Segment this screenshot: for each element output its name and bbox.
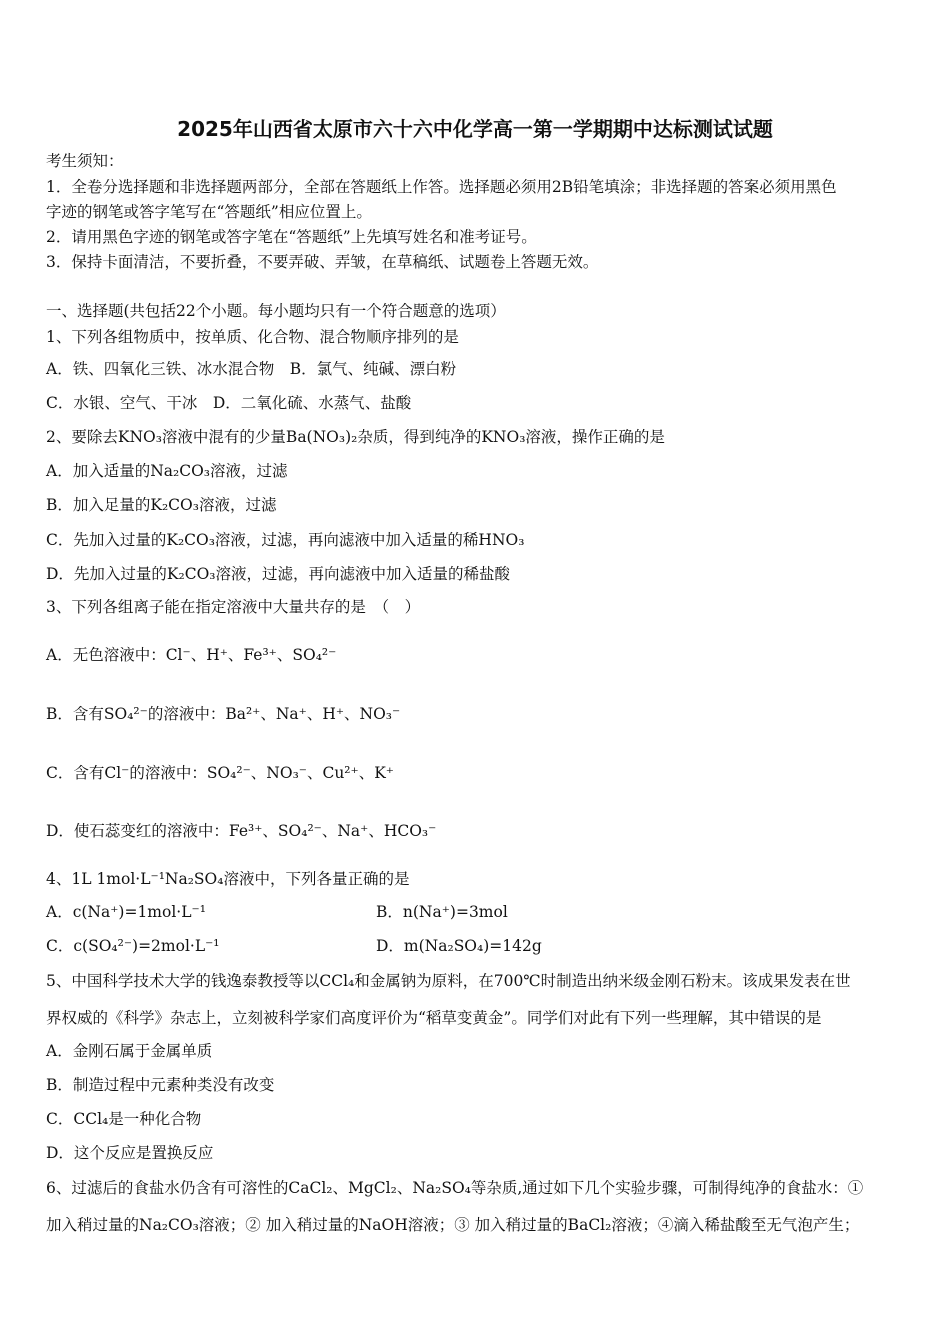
option: A．c(Na⁺)=1mol·L⁻¹ (46, 903, 206, 921)
question-stem: 1、下列各组物质中，按单质、化合物、混合物顺序排列的是 (46, 328, 459, 346)
question-stem: 4、1L 1mol·L⁻¹Na₂SO₄溶液中，下列各量正确的是 (46, 870, 410, 888)
option: A．无色溶液中：Cl⁻、H⁺、Fe³⁺、SO₄²⁻ (46, 646, 337, 664)
option: D．m(Na₂SO₄)=142g (376, 937, 542, 955)
option: C．水银、空气、干冰 D．二氧化硫、水蒸气、盐酸 (46, 394, 412, 412)
option: B．n(Na⁺)=3mol (376, 903, 508, 921)
option: A．金刚石属于金属单质 (46, 1042, 213, 1060)
option: A．铁、四氧化三铁、冰水混合物 B．氯气、纯碱、漂白粉 (46, 360, 457, 378)
question-stem: 5、中国科学技术大学的钱逸泰教授等以CCl₄和金属钠为原料，在700℃时制造出纳米级金刚石粉末。该成果发表在世 (46, 972, 851, 990)
question-stem: 6、过滤后的食盐水仍含有可溶性的CaCl₂、MgCl₂、Na₂SO₄等杂质,通过如下几个实验步骤，可制得纯净的食盐水：① (46, 1179, 864, 1197)
page-title: 2025年山西省太原市六十六中化学高一第一学期期中达标测试试题 (177, 117, 773, 141)
question-stem: 加入稍过量的Na₂CO₃溶液；② 加入稍过量的NaOH溶液；③ 加入稍过量的BaCl₂溶液；④滴入稀盐酸至无气泡产生； (46, 1216, 860, 1234)
notice-line: 字迹的钢笔或答字笔写在“答题纸”相应位置上。 (46, 203, 372, 221)
option: C．含有Cl⁻的溶液中：SO₄²⁻、NO₃⁻、Cu²⁺、K⁺ (46, 764, 394, 782)
option: B．含有SO₄²⁻的溶液中：Ba²⁺、Na⁺、H⁺、NO₃⁻ (46, 705, 401, 723)
notice-heading: 考生须知： (46, 152, 124, 170)
question-stem: 3、下列各组离子能在指定溶液中大量共存的是 （ ） (46, 598, 421, 616)
option: A．加入适量的Na₂CO₃溶液，过滤 (46, 462, 288, 480)
notice-line: 2．请用黑色字迹的钢笔或答字笔在“答题纸”上先填写姓名和准考证号。 (46, 228, 537, 246)
notice-line: 3．保持卡面清洁，不要折叠，不要弄破、弄皱，在草稿纸、试题卷上答题无效。 (46, 253, 599, 271)
option: D．这个反应是置换反应 (46, 1144, 214, 1162)
option: D．先加入过量的K₂CO₃溶液，过滤，再向滤液中加入适量的稀盐酸 (46, 565, 511, 583)
question-stem: 界权威的《科学》杂志上，立刻被科学家们高度评价为“稻草变黄金”。同学们对此有下列一些理解，其中错误的是 (46, 1009, 822, 1027)
option: B．加入足量的K₂CO₃溶液，过滤 (46, 496, 277, 514)
option: D．使石蕊变红的溶液中：Fe³⁺、SO₄²⁻、Na⁺、HCO₃⁻ (46, 822, 437, 840)
section-heading: 一、选择题(共包括22个小题。每小题均只有一个符合题意的选项） (46, 302, 506, 320)
option: B．制造过程中元素种类没有改变 (46, 1076, 275, 1094)
notice-line: 1．全卷分选择题和非选择题两部分，全部在答题纸上作答。选择题必须用2B铅笔填涂；非选择题的答案必须用黑色 (46, 178, 837, 196)
option: C．c(SO₄²⁻)=2mol·L⁻¹ (46, 937, 220, 955)
option: C．先加入过量的K₂CO₃溶液，过滤，再向滤液中加入适量的稀HNO₃ (46, 531, 525, 549)
question-stem: 2、要除去KNO₃溶液中混有的少量Ba(NO₃)₂杂质，得到纯净的KNO₃溶液，操作正确的是 (46, 428, 665, 446)
option: C．CCl₄是一种化合物 (46, 1110, 202, 1128)
